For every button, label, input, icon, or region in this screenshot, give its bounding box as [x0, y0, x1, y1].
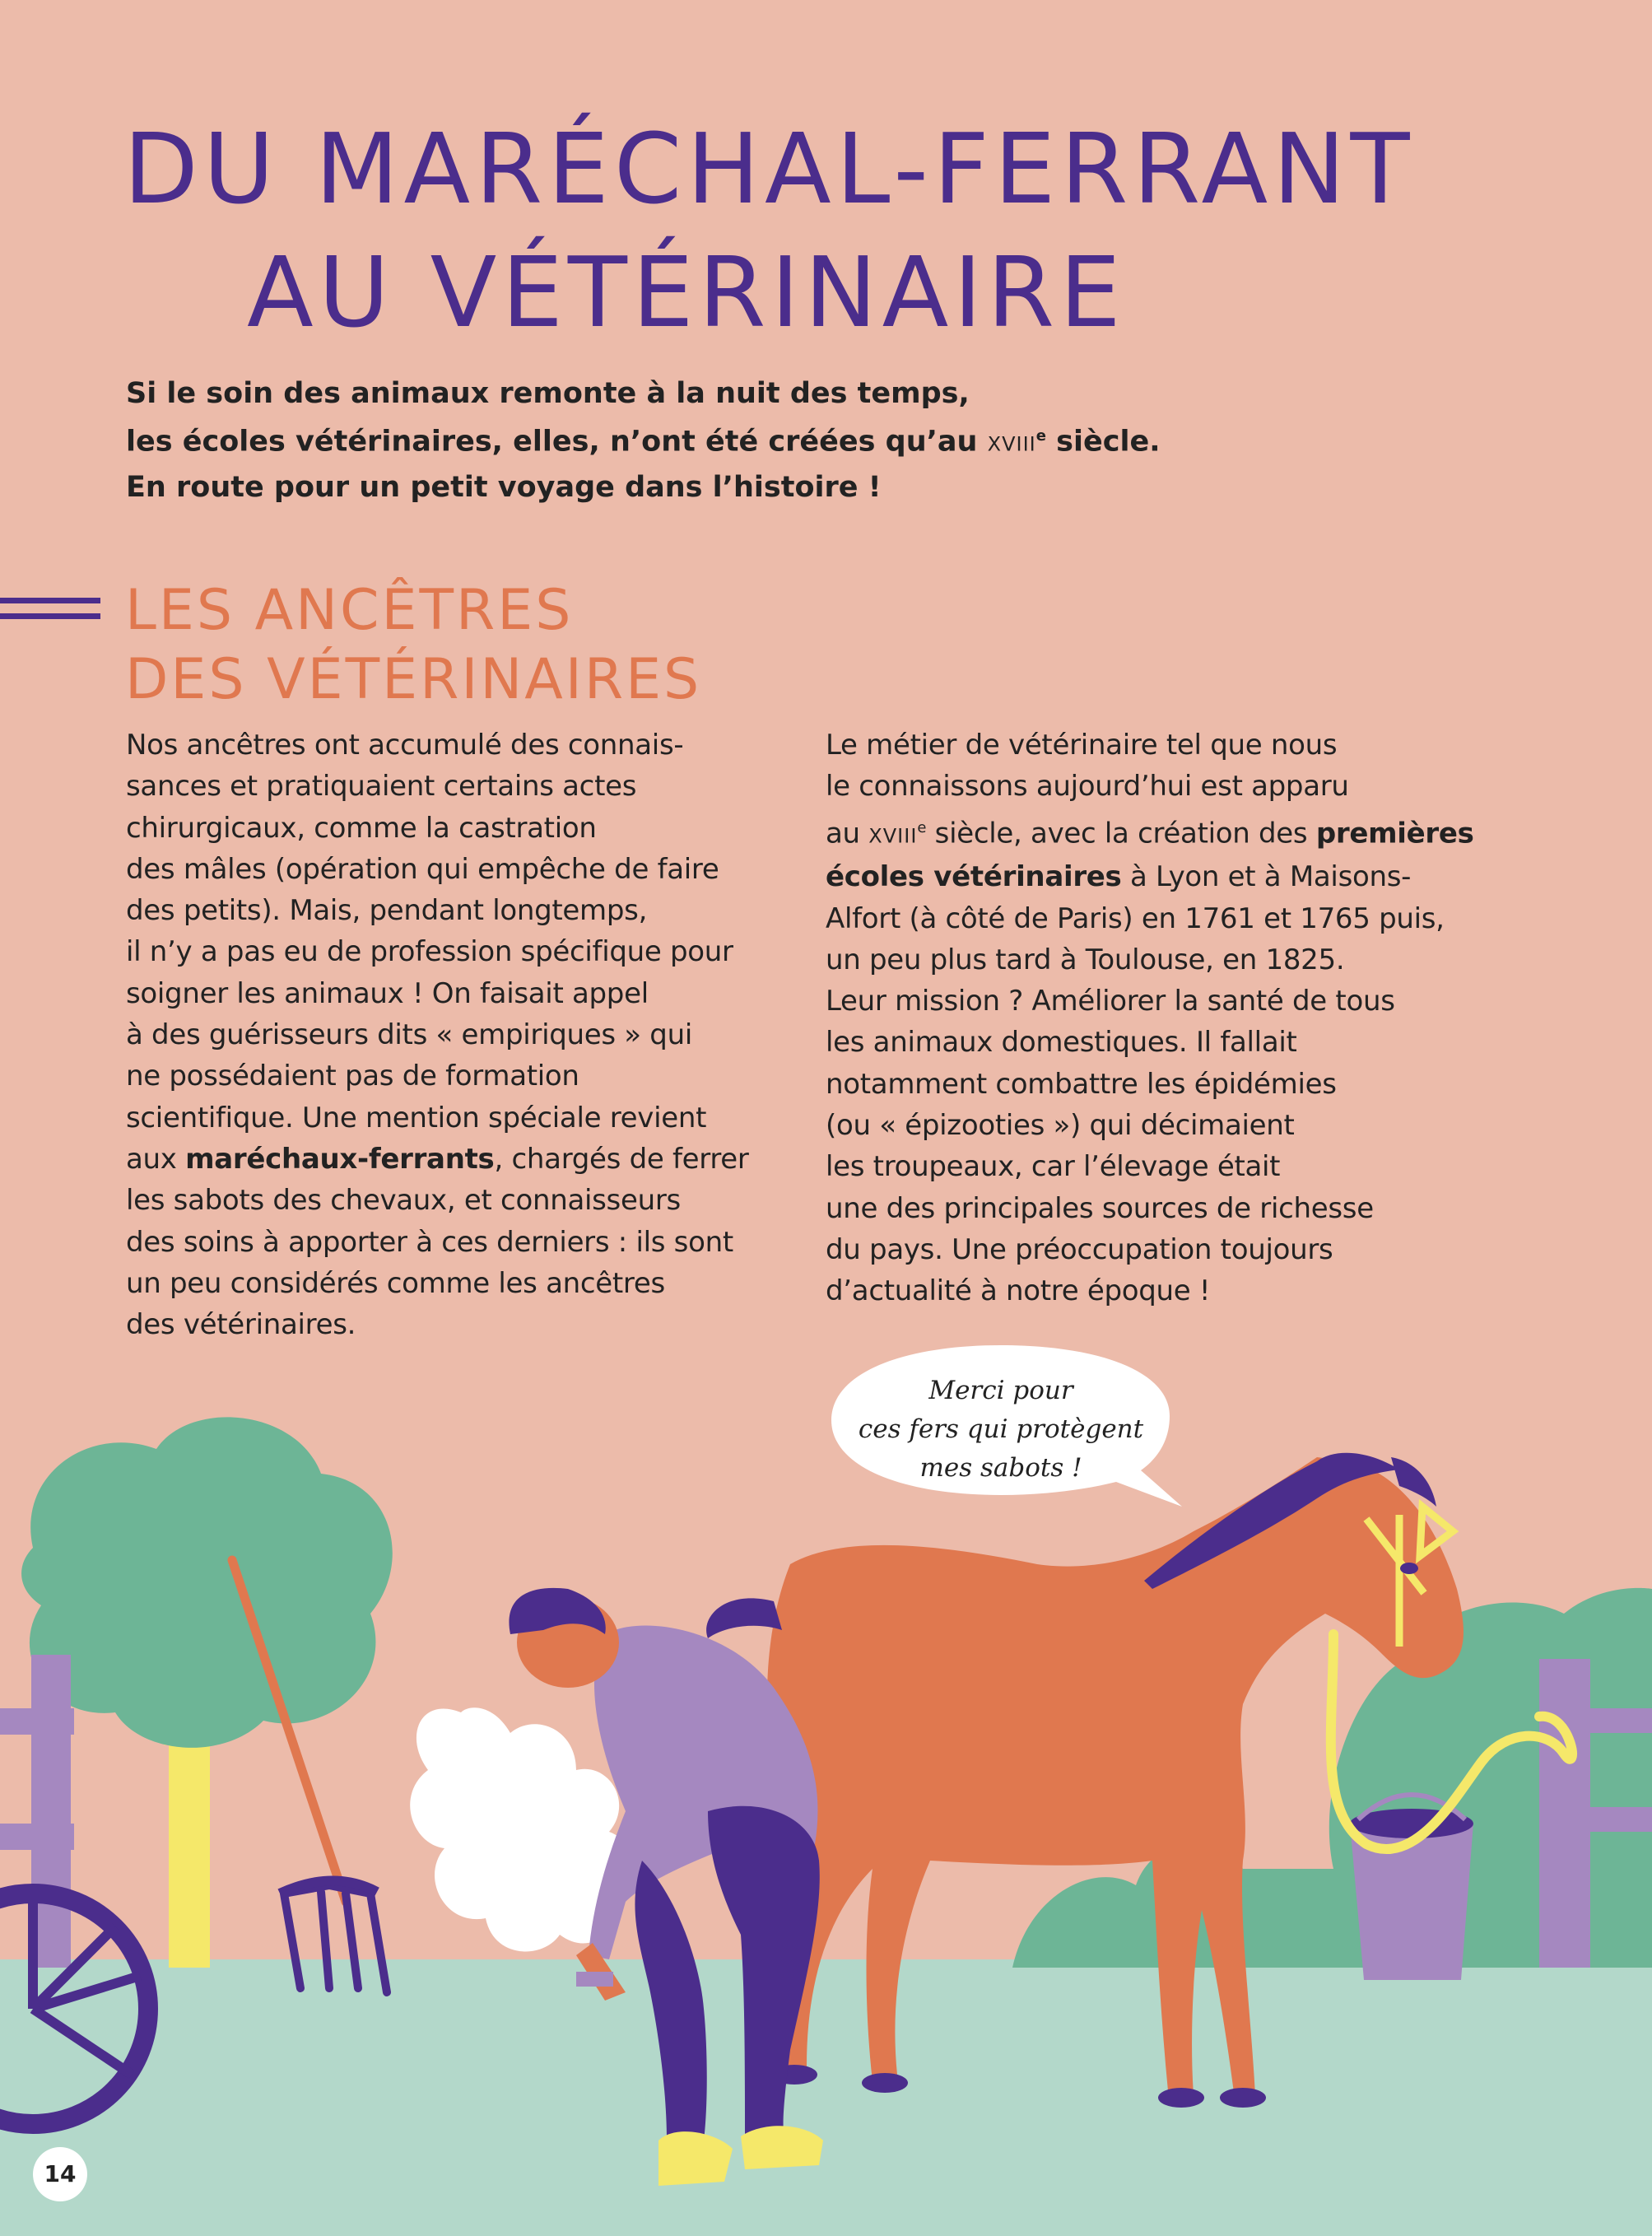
text-line: Leur mission ? Améliorer la santé de tous [826, 985, 1395, 1018]
text-line: à des guérisseurs dits « empiriques » qui [126, 1018, 692, 1052]
text-line: il n’y a pas eu de profession spécifique pour [126, 935, 733, 969]
intro-line-2 [126, 415, 1361, 466]
text-line: les animaux domestiques. Il fallait [826, 1026, 1297, 1060]
section-title-line-2: DES VÉTÉRINAIRES [125, 647, 702, 712]
page-number: 14 [33, 2147, 87, 2201]
intro-line-2-text: les écoles vétérinaires, elles, n’ont été créées qu’au [126, 425, 988, 459]
farrier-illustration [0, 1400, 1652, 2236]
bubble-line: Merci pour [928, 1376, 1073, 1405]
intro-line-3: En route pour un petit voyage dans l’histoire ! [126, 470, 882, 504]
text-line: Le métier de vétérinaire tel que nous [826, 729, 1338, 762]
right-column-text [826, 724, 1533, 1311]
century-superscript: e [917, 818, 927, 836]
text-line: notamment combattre les épidémies [826, 1067, 1337, 1101]
text-line [826, 808, 1533, 857]
decoration-line [0, 598, 100, 603]
text-line [126, 1139, 801, 1180]
text-line: scientifique. Une mention spéciale revient [126, 1101, 707, 1134]
bucket-icon [1350, 1795, 1473, 1980]
text-line: Alfort (à côté de Paris) en 1761 et 1765 puis, [826, 901, 1445, 935]
bold-term-premieres: premières [1315, 816, 1474, 850]
text-line: des petits). Mais, pendant longtemps, [126, 894, 648, 928]
text-fragment: aux [126, 1142, 186, 1176]
section-decoration-lines [0, 598, 100, 629]
text-fragment: siècle, avec la création des [926, 816, 1316, 850]
century-numeral: XVIII [868, 823, 918, 847]
page-title [123, 107, 1415, 354]
section-title-line-1: LES ANCÊTRES [125, 578, 574, 643]
text-line: sances et pratiquaient certains actes [126, 770, 637, 804]
text-fragment: , chargés de ferrer [494, 1142, 749, 1176]
speech-bubble-text [828, 1372, 1174, 1488]
left-column-text [126, 724, 801, 1345]
text-line: des mâles (opération qui empêche de faire [126, 852, 719, 886]
text-line: une des principales sources de richesse [826, 1191, 1374, 1225]
text-line: un peu considérés comme les ancêtres [126, 1266, 665, 1300]
century-numeral: XVIII [987, 432, 1036, 456]
intro-line-1: Si le soin des animaux remonte à la nuit des temps, [126, 377, 970, 410]
text-line: du pays. Une préoccupation toujours [826, 1232, 1333, 1266]
text-line: soigner les animaux ! On faisait appel [126, 976, 649, 1010]
section-title [125, 576, 701, 715]
text-line [826, 856, 1533, 897]
text-fragment: au [826, 816, 869, 850]
text-line: des soins à apporter à ces derniers : ils sont [126, 1225, 733, 1259]
text-line: (ou « épizooties ») qui décimaient [826, 1109, 1295, 1142]
decoration-line [0, 613, 100, 619]
text-line: d’actualité à notre époque ! [826, 1274, 1211, 1308]
bubble-line: ces fers qui protègent [858, 1414, 1144, 1444]
page-title-line-2: AU VÉTÉRINAIRE [247, 235, 1126, 349]
speech-bubble [828, 1342, 1174, 1488]
text-line: les troupeaux, car l’élevage était [826, 1150, 1281, 1184]
text-line: un peu plus tard à Toulouse, en 1825. [826, 943, 1345, 976]
intro-paragraph [126, 372, 1361, 509]
text-line: le connaissons aujourd’hui est apparu [826, 770, 1349, 804]
bold-term-marechaux-ferrants: maréchaux-ferrants [185, 1142, 495, 1176]
bubble-line: mes sabots ! [919, 1453, 1082, 1483]
text-line: chirurgicaux, comme la castration [126, 811, 597, 845]
century-superscript: e [1035, 427, 1046, 445]
text-line: les sabots des chevaux, et connaisseurs [126, 1184, 681, 1218]
text-line: ne possédaient pas de formation [126, 1060, 579, 1093]
intro-line-2-end: siècle. [1045, 425, 1161, 459]
page-title-line-1: DU MARÉCHAL-FERRANT [123, 112, 1415, 226]
text-fragment: à Lyon et à Maisons- [1121, 860, 1412, 894]
bold-term-ecoles-veterinaires: écoles vétérinaires [826, 860, 1122, 894]
text-line: des vétérinaires. [126, 1308, 356, 1342]
text-line: Nos ancêtres ont accumulé des connais- [126, 729, 684, 762]
ground [0, 1959, 1652, 2236]
